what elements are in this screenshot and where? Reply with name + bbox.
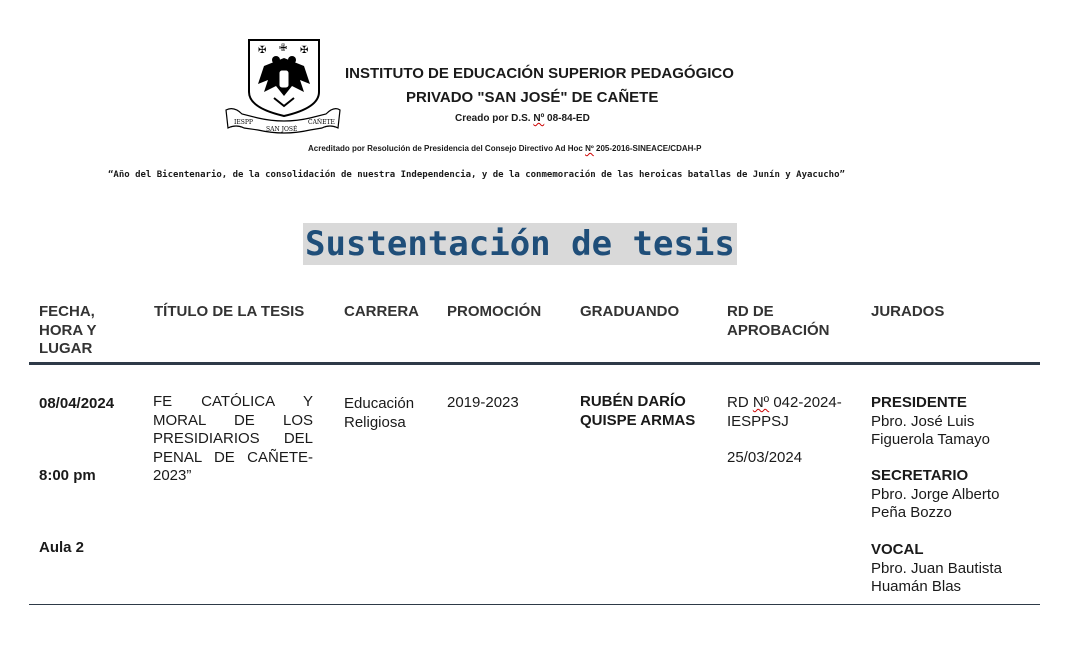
column-header-fecha: FECHA, HORA Y LUGAR [39,303,97,357]
svg-text:✠: ✠ [258,45,267,56]
svg-text:✠: ✠ [300,45,309,56]
jurado-secretario: SECRETARIO Pbro. Jorge Alberto Peña Bozzo [871,467,1000,521]
table-bottom-rule [29,604,1040,605]
accreditation-line: Acreditado por Resolución de Presidencia del Consejo Directivo Ad Hoc Nº 205-2016-SINEACE/CDAH-P [308,144,702,153]
cell-titulo: FE CATÓLICA Y MORAL DE LOS PRESIDIARIOS DEL PENAL DE CAÑETE- 2023” [153,393,313,484]
institute-name-line1: INSTITUTO DE EDUCACIÓN SUPERIOR PEDAGÓGICO [345,65,734,82]
svg-text:✙: ✙ [279,43,288,54]
cell-hora: 8:00 pm [39,467,96,484]
cell-rd-fecha: 25/03/2024 [727,449,803,466]
column-header-carrera: CARRERA [344,303,419,320]
cell-carrera: Educación Religiosa [344,395,415,431]
logo-ribbon-right: CAÑETE [308,119,335,126]
year-motto: “Año del Bicentenario, de la consolidación de nuestra Independencia, y de la conmemoración de las heroicas batallas de Junín y Ayacucho” [108,170,845,180]
column-header-promocion: PROMOCIÓN [447,303,542,320]
creation-decree: Creado por D.S. Nº 08-84-ED [455,113,590,124]
cell-rd-aprobacion: RD Nº 042-2024- IESPPSJ [727,394,842,430]
logo-ribbon-left: IESPP [234,119,253,126]
institute-name-line2: PRIVADO "SAN JOSÉ" DE CAÑETE [406,89,659,106]
logo-ribbon-center: SAN JOSÉ [266,126,298,133]
cell-graduando: RUBÉN DARÍO QUISPE ARMAS [580,393,696,429]
cell-promocion: 2019-2023 [447,394,519,411]
jurado-vocal: VOCAL Pbro. Juan Bautista Huamán Blas [871,541,1002,595]
cell-fecha: 08/04/2024 [39,395,115,412]
cell-lugar: Aula 2 [39,539,85,556]
header-divider [29,362,1040,365]
column-header-rd: RD DE APROBACIÓN [727,303,830,339]
institute-crest-logo [224,36,342,136]
page-title: Sustentación de tesis [305,224,735,264]
column-header-titulo: TÍTULO DE LA TESIS [154,303,305,320]
column-header-graduando: GRADUANDO [580,303,680,320]
column-header-jurados: JURADOS [871,303,945,320]
jurado-presidente: PRESIDENTE Pbro. José Luis Figuerola Tamayo [871,394,990,448]
